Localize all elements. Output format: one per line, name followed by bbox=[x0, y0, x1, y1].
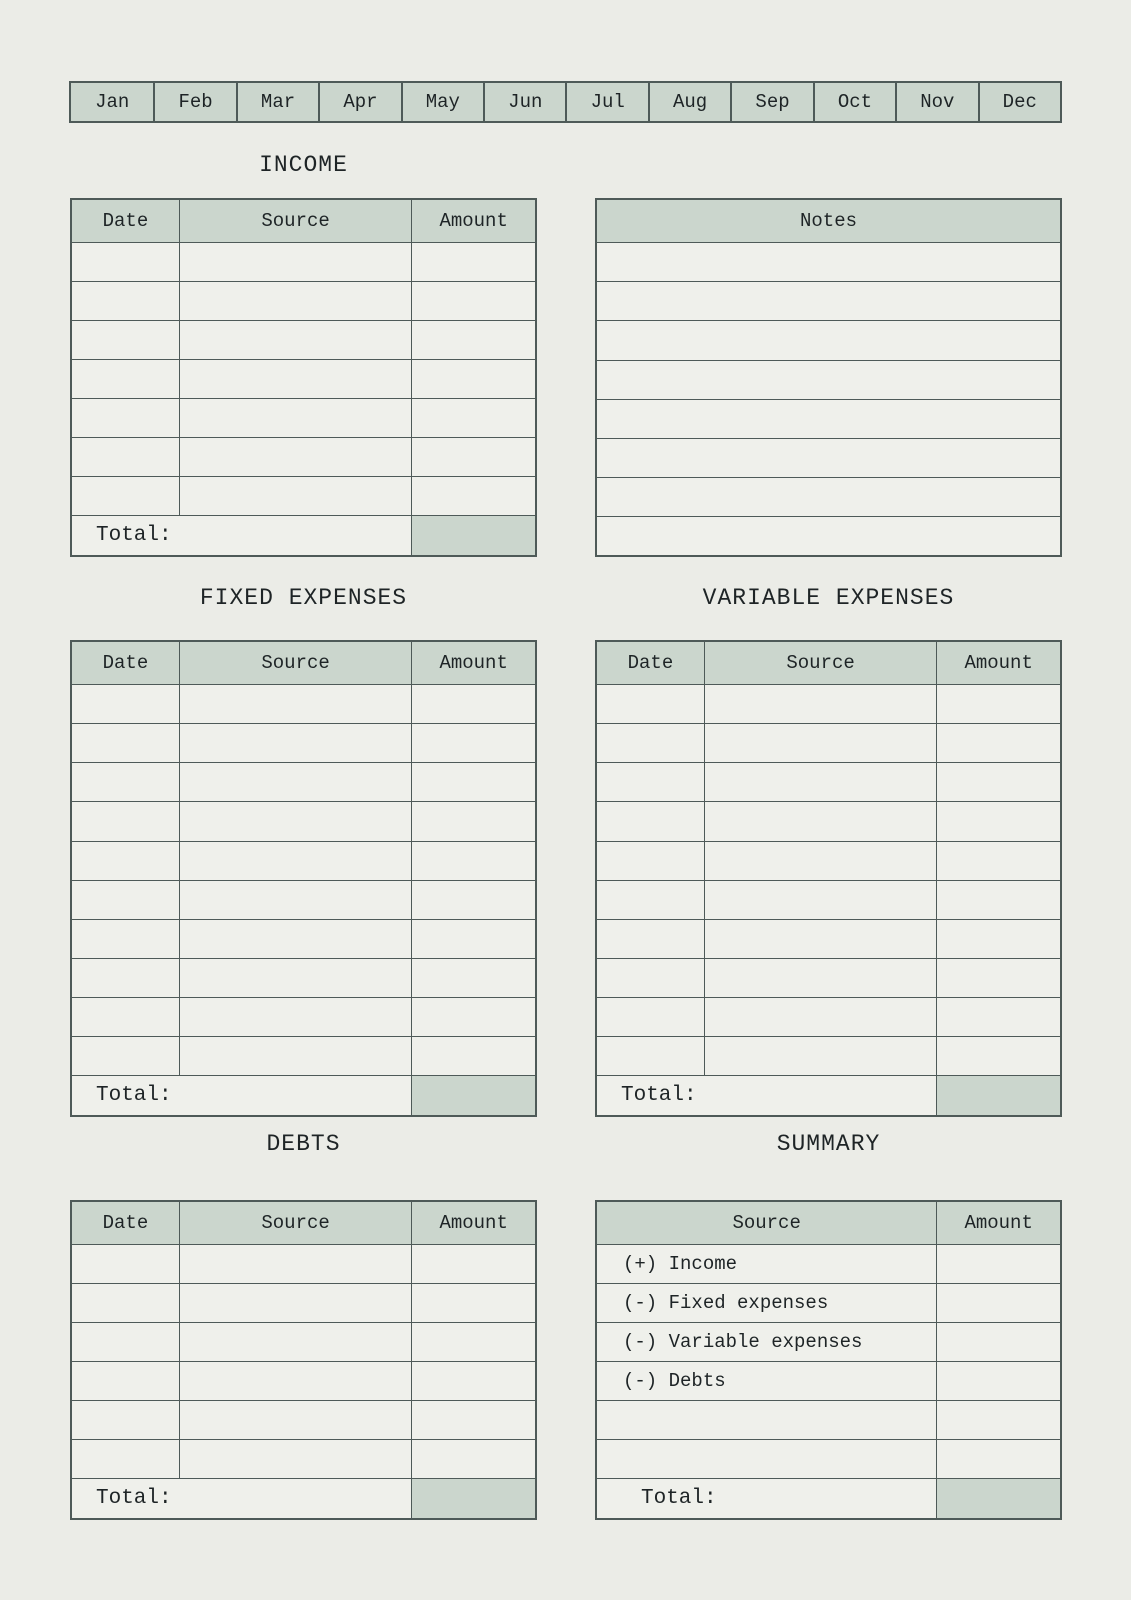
fixed-row bbox=[71, 802, 536, 841]
variable-total-amount bbox=[937, 1076, 1061, 1116]
summary-row-income bbox=[596, 1245, 1061, 1284]
summary-header-source: Source bbox=[596, 1201, 937, 1245]
debts-row bbox=[71, 1323, 536, 1362]
debts-header-row bbox=[71, 1201, 536, 1245]
month-oct: Oct bbox=[813, 83, 895, 121]
month-dec: Dec bbox=[978, 83, 1060, 121]
notes-table bbox=[595, 198, 1062, 557]
fixed-date-cell bbox=[71, 724, 179, 763]
summary-amount-empty bbox=[937, 1440, 1061, 1479]
variable-row bbox=[596, 724, 1061, 763]
fixed-date-cell bbox=[71, 1037, 179, 1076]
income-amount-cell bbox=[412, 360, 536, 399]
variable-date-cell bbox=[596, 919, 704, 958]
debts-total-row bbox=[71, 1479, 536, 1519]
debts-date-cell bbox=[71, 1284, 179, 1323]
fixed-source-cell bbox=[179, 919, 412, 958]
fixed-date-cell bbox=[71, 841, 179, 880]
fixed-amount-cell bbox=[412, 998, 536, 1037]
income-row bbox=[71, 282, 536, 321]
summary-label-empty bbox=[596, 1401, 937, 1440]
income-source-cell bbox=[179, 477, 412, 516]
notes-cell bbox=[596, 282, 1061, 321]
income-header-row bbox=[71, 199, 536, 243]
fixed-header-amount: Amount bbox=[412, 641, 536, 685]
income-header-amount: Amount bbox=[412, 199, 536, 243]
income-date-cell bbox=[71, 399, 179, 438]
fixed-row bbox=[71, 841, 536, 880]
fixed-row bbox=[71, 763, 536, 802]
notes-row bbox=[596, 321, 1061, 360]
fixed-row bbox=[71, 685, 536, 724]
notes-cell bbox=[596, 243, 1061, 282]
debts-header-date: Date bbox=[71, 1201, 179, 1245]
debts-amount-cell bbox=[412, 1245, 536, 1284]
summary-row-debts bbox=[596, 1362, 1061, 1401]
debts-date-cell bbox=[71, 1440, 179, 1479]
income-header-date: Date bbox=[71, 199, 179, 243]
fixed-date-cell bbox=[71, 958, 179, 997]
variable-source-cell bbox=[704, 763, 937, 802]
income-row bbox=[71, 477, 536, 516]
fixed-header-date: Date bbox=[71, 641, 179, 685]
fixed-source-cell bbox=[179, 880, 412, 919]
fixed-amount-cell bbox=[412, 802, 536, 841]
debts-amount-cell bbox=[412, 1284, 536, 1323]
summary-row-empty bbox=[596, 1401, 1061, 1440]
income-amount-cell bbox=[412, 321, 536, 360]
notes-row bbox=[596, 243, 1061, 282]
income-row bbox=[71, 438, 536, 477]
summary-amount-income bbox=[937, 1245, 1061, 1284]
summary-row-empty bbox=[596, 1440, 1061, 1479]
variable-source-cell bbox=[704, 958, 937, 997]
income-date-cell bbox=[71, 282, 179, 321]
notes-cell bbox=[596, 478, 1061, 517]
variable-header-date: Date bbox=[596, 641, 704, 685]
variable-date-cell bbox=[596, 958, 704, 997]
variable-header-amount: Amount bbox=[937, 641, 1061, 685]
notes-cell bbox=[596, 399, 1061, 438]
debts-source-cell bbox=[179, 1362, 412, 1401]
variable-row bbox=[596, 1037, 1061, 1076]
fixed-header-row bbox=[71, 641, 536, 685]
summary-header-row bbox=[596, 1201, 1061, 1245]
fixed-total-amount bbox=[412, 1076, 536, 1116]
variable-source-cell bbox=[704, 998, 937, 1037]
fixed-amount-cell bbox=[412, 724, 536, 763]
variable-date-cell bbox=[596, 802, 704, 841]
income-date-cell bbox=[71, 477, 179, 516]
notes-row bbox=[596, 438, 1061, 477]
income-table bbox=[70, 198, 537, 557]
month-jun: Jun bbox=[483, 83, 565, 121]
fixed-row bbox=[71, 724, 536, 763]
fixed-expenses-table bbox=[70, 640, 537, 1117]
debts-amount-cell bbox=[412, 1323, 536, 1362]
variable-row bbox=[596, 841, 1061, 880]
variable-row bbox=[596, 919, 1061, 958]
month-feb: Feb bbox=[153, 83, 235, 121]
month-jan: Jan bbox=[95, 91, 130, 113]
notes-row bbox=[596, 478, 1061, 517]
summary-table bbox=[595, 1200, 1062, 1519]
income-amount-cell bbox=[412, 438, 536, 477]
fixed-date-cell bbox=[71, 919, 179, 958]
variable-source-cell bbox=[704, 685, 937, 724]
debts-amount-cell bbox=[412, 1362, 536, 1401]
variable-source-cell bbox=[704, 919, 937, 958]
fixed-amount-cell bbox=[412, 841, 536, 880]
variable-amount-cell bbox=[937, 841, 1061, 880]
income-amount-cell bbox=[412, 477, 536, 516]
variable-amount-cell bbox=[937, 1037, 1061, 1076]
fixed-amount-cell bbox=[412, 1037, 536, 1076]
fixed-amount-cell bbox=[412, 880, 536, 919]
income-date-cell bbox=[71, 243, 179, 282]
variable-expenses-table bbox=[595, 640, 1062, 1117]
fixed-source-cell bbox=[179, 685, 412, 724]
debts-source-cell bbox=[179, 1245, 412, 1284]
notes-row bbox=[596, 399, 1061, 438]
fixed-date-cell bbox=[71, 802, 179, 841]
income-total-label: Total: bbox=[71, 516, 412, 556]
fixed-row bbox=[71, 958, 536, 997]
debts-source-cell bbox=[179, 1323, 412, 1362]
variable-amount-cell bbox=[937, 919, 1061, 958]
notes-header-row bbox=[596, 199, 1061, 243]
summary-label-income: (+) Income bbox=[596, 1245, 937, 1284]
debts-total-label: Total: bbox=[71, 1479, 412, 1519]
summary-header-amount: Amount bbox=[937, 1201, 1061, 1245]
income-total-amount bbox=[412, 516, 536, 556]
fixed-source-cell bbox=[179, 1037, 412, 1076]
fixed-amount-cell bbox=[412, 685, 536, 724]
variable-date-cell bbox=[596, 724, 704, 763]
variable-header-source: Source bbox=[704, 641, 937, 685]
debts-title: DEBTS bbox=[266, 1131, 341, 1157]
fixed-row bbox=[71, 919, 536, 958]
variable-amount-cell bbox=[937, 763, 1061, 802]
notes-header: Notes bbox=[596, 199, 1061, 243]
variable-source-cell bbox=[704, 724, 937, 763]
summary-label-variable: (-) Variable expenses bbox=[596, 1323, 937, 1362]
variable-date-cell bbox=[596, 685, 704, 724]
summary-row-fixed bbox=[596, 1284, 1061, 1323]
debts-row bbox=[71, 1284, 536, 1323]
summary-label-debts: (-) Debts bbox=[596, 1362, 937, 1401]
notes-cell bbox=[596, 438, 1061, 477]
variable-header-row bbox=[596, 641, 1061, 685]
debts-date-cell bbox=[71, 1362, 179, 1401]
variable-row bbox=[596, 998, 1061, 1037]
month-apr: Apr bbox=[318, 83, 400, 121]
summary-label-empty bbox=[596, 1440, 937, 1479]
month-sep: Sep bbox=[730, 83, 812, 121]
debts-row bbox=[71, 1362, 536, 1401]
income-date-cell bbox=[71, 360, 179, 399]
variable-date-cell bbox=[596, 1037, 704, 1076]
income-source-cell bbox=[179, 438, 412, 477]
fixed-source-cell bbox=[179, 724, 412, 763]
summary-total-label: Total: bbox=[596, 1479, 937, 1519]
notes-cell bbox=[596, 321, 1061, 360]
income-source-cell bbox=[179, 360, 412, 399]
fixed-total-row bbox=[71, 1076, 536, 1116]
income-amount-cell bbox=[412, 399, 536, 438]
variable-expenses-title: VARIABLE EXPENSES bbox=[702, 585, 955, 611]
summary-amount-debts bbox=[937, 1362, 1061, 1401]
fixed-total-label: Total: bbox=[71, 1076, 412, 1116]
debts-total-amount bbox=[412, 1479, 536, 1519]
fixed-row bbox=[71, 998, 536, 1037]
fixed-row bbox=[71, 880, 536, 919]
fixed-source-cell bbox=[179, 802, 412, 841]
debts-source-cell bbox=[179, 1401, 412, 1440]
variable-row bbox=[596, 802, 1061, 841]
variable-source-cell bbox=[704, 841, 937, 880]
variable-row bbox=[596, 763, 1061, 802]
income-row bbox=[71, 321, 536, 360]
income-source-cell bbox=[179, 243, 412, 282]
variable-row bbox=[596, 880, 1061, 919]
debts-row bbox=[71, 1245, 536, 1284]
fixed-row bbox=[71, 1037, 536, 1076]
income-row bbox=[71, 399, 536, 438]
notes-row bbox=[596, 360, 1061, 399]
variable-source-cell bbox=[704, 880, 937, 919]
variable-amount-cell bbox=[937, 685, 1061, 724]
fixed-source-cell bbox=[179, 763, 412, 802]
month-jul: Jul bbox=[565, 83, 647, 121]
summary-total-row bbox=[596, 1479, 1061, 1519]
fixed-source-cell bbox=[179, 841, 412, 880]
month-may: May bbox=[401, 83, 483, 121]
summary-row-variable bbox=[596, 1323, 1061, 1362]
income-row bbox=[71, 360, 536, 399]
debts-row bbox=[71, 1440, 536, 1479]
debts-amount-cell bbox=[412, 1401, 536, 1440]
fixed-source-cell bbox=[179, 998, 412, 1037]
variable-total-label: Total: bbox=[596, 1076, 937, 1116]
debts-header-amount: Amount bbox=[412, 1201, 536, 1245]
summary-amount-variable bbox=[937, 1323, 1061, 1362]
debts-date-cell bbox=[71, 1323, 179, 1362]
notes-row bbox=[596, 517, 1061, 556]
income-amount-cell bbox=[412, 282, 536, 321]
variable-amount-cell bbox=[937, 724, 1061, 763]
income-source-cell bbox=[179, 321, 412, 360]
variable-source-cell bbox=[704, 802, 937, 841]
month-mar: Mar bbox=[236, 83, 318, 121]
variable-amount-cell bbox=[937, 958, 1061, 997]
income-source-cell bbox=[179, 399, 412, 438]
variable-source-cell bbox=[704, 1037, 937, 1076]
fixed-source-cell bbox=[179, 958, 412, 997]
debts-date-cell bbox=[71, 1401, 179, 1440]
summary-amount-empty bbox=[937, 1401, 1061, 1440]
income-header-source: Source bbox=[179, 199, 412, 243]
fixed-date-cell bbox=[71, 685, 179, 724]
debts-source-cell bbox=[179, 1440, 412, 1479]
variable-row bbox=[596, 958, 1061, 997]
variable-total-row bbox=[596, 1076, 1061, 1116]
variable-row bbox=[596, 685, 1061, 724]
income-total-row bbox=[71, 516, 536, 556]
variable-amount-cell bbox=[937, 998, 1061, 1037]
income-date-cell bbox=[71, 321, 179, 360]
variable-amount-cell bbox=[937, 802, 1061, 841]
income-row bbox=[71, 243, 536, 282]
fixed-amount-cell bbox=[412, 958, 536, 997]
month-aug: Aug bbox=[648, 83, 730, 121]
summary-total-amount bbox=[937, 1479, 1061, 1519]
fixed-amount-cell bbox=[412, 919, 536, 958]
fixed-date-cell bbox=[71, 763, 179, 802]
debts-source-cell bbox=[179, 1284, 412, 1323]
income-amount-cell bbox=[412, 243, 536, 282]
debts-row bbox=[71, 1401, 536, 1440]
income-title: INCOME bbox=[259, 152, 348, 178]
notes-cell bbox=[596, 517, 1061, 556]
month-nov: Nov bbox=[895, 83, 977, 121]
variable-date-cell bbox=[596, 880, 704, 919]
summary-amount-fixed bbox=[937, 1284, 1061, 1323]
fixed-date-cell bbox=[71, 998, 179, 1037]
variable-date-cell bbox=[596, 998, 704, 1037]
months-bar bbox=[69, 81, 1062, 123]
variable-date-cell bbox=[596, 841, 704, 880]
fixed-amount-cell bbox=[412, 763, 536, 802]
debts-amount-cell bbox=[412, 1440, 536, 1479]
variable-amount-cell bbox=[937, 880, 1061, 919]
debts-date-cell bbox=[71, 1245, 179, 1284]
debts-header-source: Source bbox=[179, 1201, 412, 1245]
fixed-date-cell bbox=[71, 880, 179, 919]
notes-cell bbox=[596, 360, 1061, 399]
income-date-cell bbox=[71, 438, 179, 477]
variable-date-cell bbox=[596, 763, 704, 802]
notes-row bbox=[596, 282, 1061, 321]
debts-table bbox=[70, 1200, 537, 1519]
summary-label-fixed: (-) Fixed expenses bbox=[596, 1284, 937, 1323]
summary-title: SUMMARY bbox=[776, 1131, 881, 1157]
fixed-header-source: Source bbox=[179, 641, 412, 685]
fixed-expenses-title: FIXED EXPENSES bbox=[199, 585, 408, 611]
income-source-cell bbox=[179, 282, 412, 321]
